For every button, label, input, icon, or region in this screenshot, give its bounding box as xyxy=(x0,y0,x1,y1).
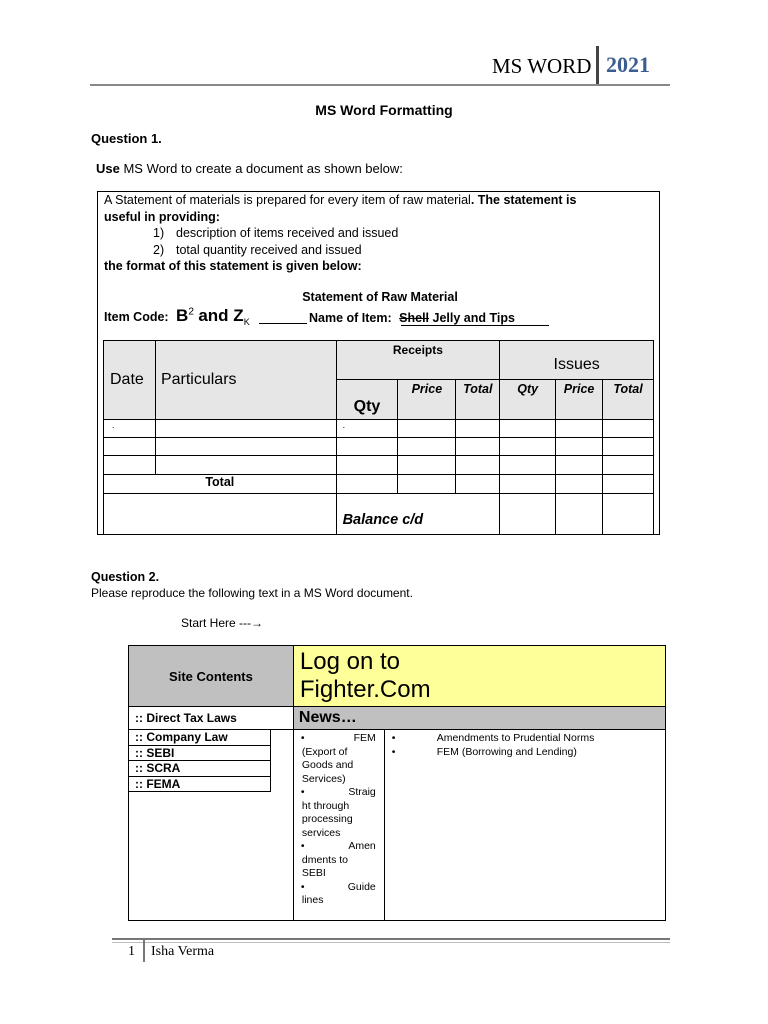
news-item-first: FEM xyxy=(353,732,376,744)
bullet-icon: • xyxy=(300,786,305,798)
news-item-line: ht through xyxy=(301,799,350,812)
item-name-label: Name of Item: xyxy=(309,311,392,325)
bullet-icon: • xyxy=(300,840,305,852)
table-row xyxy=(104,438,654,456)
start-here-text: Start Here ---→ xyxy=(181,616,264,630)
nav-column xyxy=(129,730,294,921)
item-name-line xyxy=(309,311,515,325)
item-code-sub: K xyxy=(243,317,250,328)
q1-list xyxy=(153,225,398,258)
q1-list-num: 2) xyxy=(153,242,165,257)
site-contents-table xyxy=(128,645,666,921)
nav-company-law[interactable]: :: Company Law xyxy=(129,730,271,746)
balance-label: Balance c/d xyxy=(336,494,500,535)
news-item-line: processing xyxy=(301,813,353,825)
table-cell xyxy=(104,494,337,535)
item-code-b: B xyxy=(176,306,189,325)
news-item-line: lines xyxy=(301,894,324,906)
table-cell-dot: . xyxy=(336,420,398,438)
table-cell xyxy=(456,438,500,456)
bullet-icon: • xyxy=(391,732,396,744)
table-cell xyxy=(556,438,603,456)
news-item-first: Guide xyxy=(347,880,376,893)
col-issues-total: Total xyxy=(603,380,654,420)
q1-para-bold2: useful in providing: xyxy=(104,209,220,224)
table-cell xyxy=(556,456,603,475)
logon-line1: Log on to xyxy=(299,648,400,675)
table-cell xyxy=(603,420,654,438)
q1-paragraph xyxy=(104,192,654,225)
table-cell xyxy=(456,420,500,438)
header-divider xyxy=(596,46,599,84)
q1-list-text: total quantity received and issued xyxy=(176,242,362,257)
site-content-row xyxy=(129,730,666,921)
table-row xyxy=(104,456,654,475)
news-column-2 xyxy=(384,730,665,921)
table-cell xyxy=(500,456,556,475)
table-cell-dot: . xyxy=(104,420,156,438)
col-issues-qty: Qty xyxy=(500,380,556,420)
nav-sebi[interactable]: :: SEBI xyxy=(129,746,271,762)
item-name-strike: Shell xyxy=(399,311,430,325)
table-cell xyxy=(500,494,556,535)
table-cell xyxy=(155,438,336,456)
raw-material-table xyxy=(103,340,654,535)
table-cell xyxy=(500,475,556,494)
table-cell xyxy=(603,475,654,494)
col-receipts-qty: Qty xyxy=(336,380,398,420)
news-item-line: services xyxy=(301,826,341,839)
footer-page-number: 1 xyxy=(128,944,135,959)
nav-direct-tax[interactable]: :: Direct Tax Laws xyxy=(129,707,294,730)
table-cell xyxy=(556,420,603,438)
news-item xyxy=(393,746,661,760)
table-cell xyxy=(456,475,500,494)
bullet-icon: • xyxy=(300,732,305,744)
table-cell xyxy=(155,420,336,438)
q1-list-item xyxy=(153,242,398,259)
q1-instruction xyxy=(96,161,403,176)
item-code-sup: 2 xyxy=(188,306,194,318)
table-cell xyxy=(398,456,456,475)
news-item xyxy=(302,840,376,881)
item-code-label: Item Code: xyxy=(104,310,169,324)
table-balance-row xyxy=(104,494,654,535)
col-receipts: Receipts xyxy=(336,341,500,380)
table-cell xyxy=(155,456,336,475)
bullet-icon: • xyxy=(391,745,396,758)
table-cell xyxy=(500,420,556,438)
logon-cell xyxy=(293,646,665,707)
news-heading: News… xyxy=(293,707,665,730)
table-cell xyxy=(556,475,603,494)
news-item xyxy=(302,732,376,786)
q2-heading: Question 2. xyxy=(91,570,160,584)
news-item-line: SEBI xyxy=(301,867,326,879)
item-code-and-z: and Z xyxy=(198,306,244,325)
table-header-row xyxy=(104,341,654,380)
news-item xyxy=(302,786,376,840)
table-cell xyxy=(603,438,654,456)
nav-fema[interactable]: :: FEMA xyxy=(129,777,271,793)
footer-rule xyxy=(112,938,670,940)
q2-instruction: Please reproduce the following text in a MS Word document. xyxy=(91,586,413,600)
table-cell xyxy=(556,494,603,535)
table-cell xyxy=(398,420,456,438)
item-code-underline xyxy=(259,323,307,324)
header-title: MS WORD xyxy=(492,54,592,78)
col-receipts-total: Total xyxy=(456,380,500,420)
table-cell xyxy=(398,475,456,494)
header-year: 2021 xyxy=(606,52,650,77)
table-total-row xyxy=(104,475,654,494)
news-item-line: (Export of xyxy=(301,745,348,758)
table-row xyxy=(104,420,654,438)
item-name-rest: Jelly and Tips xyxy=(429,311,515,325)
total-label: Total xyxy=(104,475,337,494)
table-cell xyxy=(104,456,156,475)
news-item-text: FEM (Borrowing and Lending) xyxy=(436,745,577,758)
site-header-row xyxy=(129,646,666,707)
footer-rule-thin xyxy=(112,942,670,943)
document-title: MS Word Formatting xyxy=(315,102,453,118)
col-receipts-price: Price xyxy=(398,380,456,420)
table-cell xyxy=(500,438,556,456)
statement-title: Statement of Raw Material xyxy=(302,290,458,304)
news-item xyxy=(393,732,661,746)
q1-list-text: description of items received and issued xyxy=(176,226,399,240)
news-list-2 xyxy=(393,732,661,759)
table-cell xyxy=(398,438,456,456)
q1-instruction-bold: Use xyxy=(96,161,120,176)
news-item-line: Goods and xyxy=(301,759,354,771)
news-item xyxy=(302,881,376,908)
table-cell xyxy=(336,438,398,456)
table-cell xyxy=(603,494,654,535)
footer-author: Isha Verma xyxy=(151,944,215,959)
site-contents-cell: Site Contents xyxy=(129,646,294,707)
table-cell xyxy=(336,456,398,475)
col-particulars: Particulars xyxy=(155,341,336,420)
table-cell xyxy=(456,456,500,475)
news-item-line: Services) xyxy=(301,772,346,785)
q1-para-bold1: . The statement is xyxy=(470,193,577,207)
table-cell xyxy=(336,475,398,494)
q1-instruction-rest: MS Word to create a document as shown below: xyxy=(119,161,403,176)
nav-list xyxy=(129,730,271,792)
item-name-underline xyxy=(401,325,549,326)
table-cell xyxy=(104,438,156,456)
q1-list-num: 1) xyxy=(153,226,165,240)
site-news-row xyxy=(129,707,666,730)
nav-scra[interactable]: :: SCRA xyxy=(129,761,271,777)
logon-line2: Fighter.Com xyxy=(299,676,431,703)
header-rule xyxy=(90,84,670,86)
q1-format-line: the format of this statement is given below: xyxy=(104,259,362,273)
news-column-1 xyxy=(293,730,384,921)
q1-para-normal: A Statement of materials is prepared for every item of raw material xyxy=(104,193,471,207)
q1-heading: Question 1. xyxy=(91,131,162,146)
news-item-first: Straig xyxy=(348,786,376,798)
table-cell xyxy=(603,456,654,475)
col-issues-price: Price xyxy=(556,380,603,420)
col-issues: Issues xyxy=(500,341,654,380)
news-item-first: Amen xyxy=(348,840,376,852)
news-item-text: Amendments to Prudential Norms xyxy=(436,732,595,744)
news-list-1 xyxy=(302,732,376,908)
bullet-icon: • xyxy=(300,880,305,893)
news-item-line: dments to xyxy=(301,853,348,866)
col-date: Date xyxy=(104,341,156,420)
footer-divider xyxy=(143,940,145,962)
q1-list-item xyxy=(153,225,398,242)
